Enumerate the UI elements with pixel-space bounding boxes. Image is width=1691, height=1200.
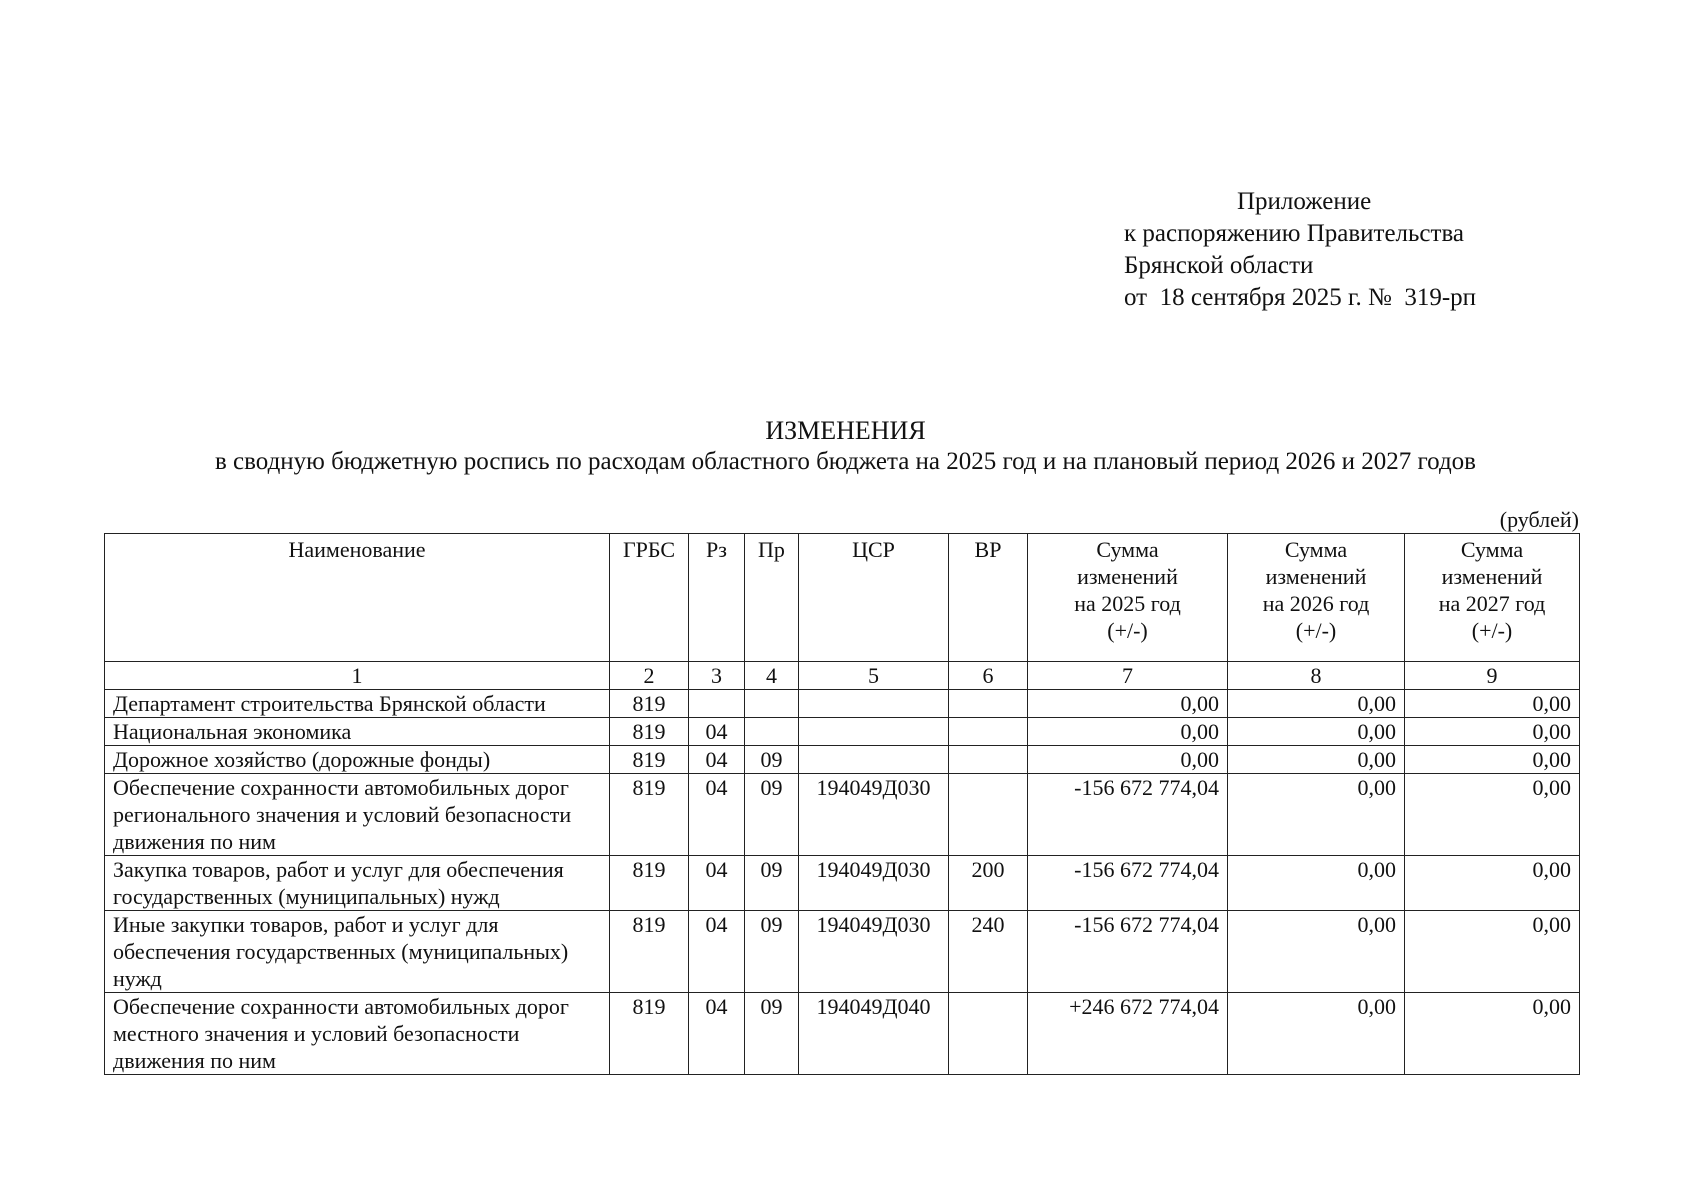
- row-rz: 04: [689, 911, 745, 993]
- table-row: [105, 911, 1580, 993]
- row-csr: 194049Д030: [799, 856, 949, 911]
- row-sum-2025: +246 672 774,04: [1028, 993, 1228, 1075]
- row-sum-2025: -156 672 774,04: [1028, 856, 1228, 911]
- row-pr: [745, 690, 799, 718]
- row-sum-2027: 0,00: [1405, 856, 1580, 911]
- row-sum-2027: 0,00: [1405, 746, 1580, 774]
- row-name: Дорожное хозяйство (дорожные фонды): [105, 746, 610, 774]
- row-grbs: 819: [610, 718, 689, 746]
- row-sum-2026: 0,00: [1228, 690, 1405, 718]
- row-vr: 200: [949, 856, 1028, 911]
- appendix-line: Брянской области: [1124, 252, 1314, 279]
- column-number: 8: [1228, 662, 1405, 690]
- table-row: [105, 746, 1580, 774]
- row-rz: 04: [689, 746, 745, 774]
- row-sum-2027: 0,00: [1405, 993, 1580, 1075]
- row-sum-2027: 0,00: [1405, 718, 1580, 746]
- column-number: 2: [610, 662, 689, 690]
- header-pr: Пр: [745, 534, 799, 662]
- table-row: [105, 856, 1580, 911]
- header-name: Наименование: [105, 534, 610, 662]
- row-sum-2026: 0,00: [1228, 911, 1405, 993]
- row-grbs: 819: [610, 746, 689, 774]
- document-title: ИЗМЕНЕНИЯ: [765, 416, 926, 445]
- table-row: [105, 690, 1580, 718]
- row-vr: [949, 774, 1028, 856]
- appendix-line: к распоряжению Правительства: [1124, 220, 1465, 247]
- header-vr: ВР: [949, 534, 1028, 662]
- table-row: [105, 774, 1580, 856]
- row-sum-2025: 0,00: [1028, 746, 1228, 774]
- row-vr: [949, 746, 1028, 774]
- row-pr: 09: [745, 911, 799, 993]
- row-sum-2027: 0,00: [1405, 774, 1580, 856]
- row-grbs: 819: [610, 690, 689, 718]
- row-csr: 194049Д030: [799, 911, 949, 993]
- row-name: Закупка товаров, работ и услуг для обеспечения государственных (муниципальных) нужд: [105, 856, 610, 911]
- row-rz: 04: [689, 774, 745, 856]
- row-sum-2026: 0,00: [1228, 718, 1405, 746]
- row-name: Иные закупки товаров, работ и услуг для обеспечения государственных (муниципальных) нужд: [105, 911, 610, 993]
- row-sum-2026: 0,00: [1228, 746, 1405, 774]
- row-grbs: 819: [610, 856, 689, 911]
- row-vr: [949, 993, 1028, 1075]
- row-pr: 09: [745, 993, 799, 1075]
- table-row: [105, 718, 1580, 746]
- row-grbs: 819: [610, 911, 689, 993]
- document-subtitle: в сводную бюджетную роспись по расходам областного бюджета на 2025 год и на плановый период 2026 и 2027 годов: [215, 448, 1476, 475]
- appendix-line: от 18 сентября 2025 г. № 319-рп: [1124, 284, 1477, 311]
- row-sum-2025: 0,00: [1028, 690, 1228, 718]
- column-number: 5: [799, 662, 949, 690]
- budget-changes-table: [104, 533, 1580, 1075]
- column-number: 3: [689, 662, 745, 690]
- column-number: 1: [105, 662, 610, 690]
- row-vr: [949, 718, 1028, 746]
- row-csr: [799, 718, 949, 746]
- row-sum-2027: 0,00: [1405, 690, 1580, 718]
- units-label: (рублей): [1499, 507, 1579, 532]
- column-number: 4: [745, 662, 799, 690]
- row-rz: 04: [689, 856, 745, 911]
- column-number: 6: [949, 662, 1028, 690]
- row-name: Обеспечение сохранности автомобильных дорог регионального значения и условий безопасности движения по ним: [105, 774, 610, 856]
- appendix-block: [1124, 186, 1476, 314]
- row-rz: 04: [689, 718, 745, 746]
- row-sum-2026: 0,00: [1228, 856, 1405, 911]
- row-csr: 194049Д030: [799, 774, 949, 856]
- table-row: [105, 993, 1580, 1075]
- row-rz: 04: [689, 993, 745, 1075]
- row-sum-2026: 0,00: [1228, 993, 1405, 1075]
- row-pr: 09: [745, 774, 799, 856]
- row-vr: [949, 690, 1028, 718]
- row-sum-2027: 0,00: [1405, 911, 1580, 993]
- row-sum-2026: 0,00: [1228, 774, 1405, 856]
- row-csr: [799, 746, 949, 774]
- header-sum-2025: Сумма изменений на 2025 год (+/-): [1028, 534, 1228, 662]
- header-grbs: ГРБС: [610, 534, 689, 662]
- row-sum-2025: -156 672 774,04: [1028, 774, 1228, 856]
- column-number: 9: [1405, 662, 1580, 690]
- row-vr: 240: [949, 911, 1028, 993]
- column-number: 7: [1028, 662, 1228, 690]
- row-pr: [745, 718, 799, 746]
- appendix-line: Приложение: [1237, 188, 1372, 215]
- row-pr: 09: [745, 746, 799, 774]
- row-csr: [799, 690, 949, 718]
- row-csr: 194049Д040: [799, 993, 949, 1075]
- header-rz: Рз: [689, 534, 745, 662]
- header-sum-2027: Сумма изменений на 2027 год (+/-): [1405, 534, 1580, 662]
- header-csr: ЦСР: [799, 534, 949, 662]
- row-name: Национальная экономика: [105, 718, 610, 746]
- row-rz: [689, 690, 745, 718]
- header-sum-2026: Сумма изменений на 2026 год (+/-): [1228, 534, 1405, 662]
- row-sum-2025: -156 672 774,04: [1028, 911, 1228, 993]
- row-pr: 09: [745, 856, 799, 911]
- row-name: Обеспечение сохранности автомобильных дорог местного значения и условий безопасности движения по ним: [105, 993, 610, 1075]
- header-row: [105, 534, 1580, 662]
- column-number-row: [105, 662, 1580, 690]
- row-grbs: 819: [610, 774, 689, 856]
- row-name: Департамент строительства Брянской области: [105, 690, 610, 718]
- row-grbs: 819: [610, 993, 689, 1075]
- row-sum-2025: 0,00: [1028, 718, 1228, 746]
